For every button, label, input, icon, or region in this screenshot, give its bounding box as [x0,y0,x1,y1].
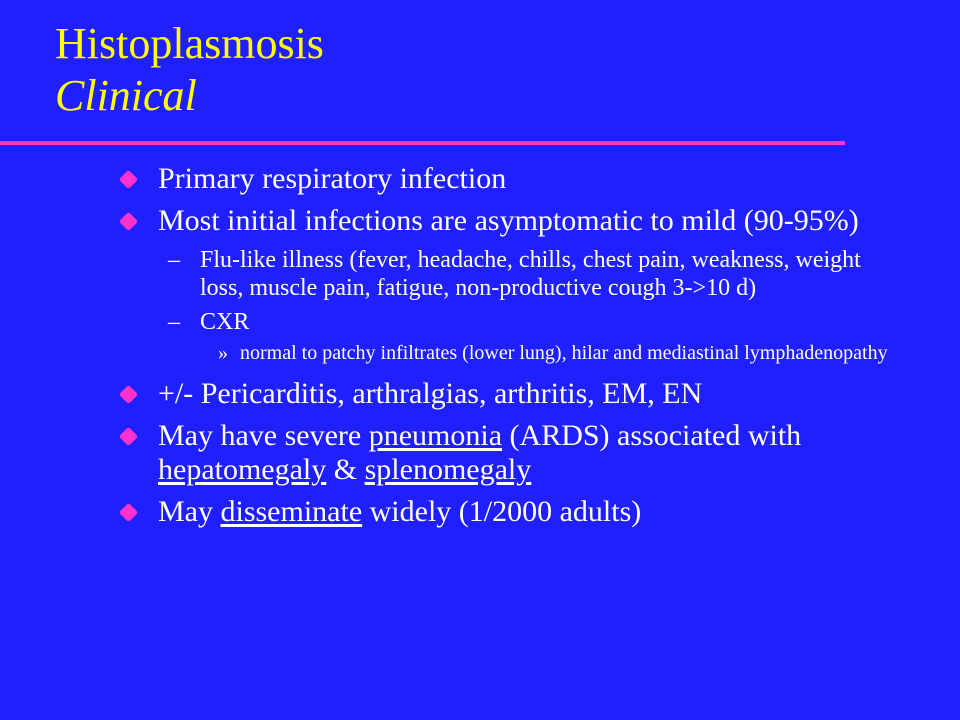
bullet-list [120,162,910,537]
bullet-disseminate [120,495,910,529]
bullet-text: Most initial infections are asymptomatic to mild (90-95%) [158,204,859,237]
subbullet-text: Flu-like illness (fever, headache, chills, chest pain, weakness, weight loss, muscle pain, fatigue, non-productive cough 3->10 d) [200,247,861,301]
subbullet-cxr [120,308,910,336]
link-hepatomegaly[interactable]: hepatomegaly [158,453,327,486]
raquo-marker: » [218,342,228,364]
title-divider [0,141,845,145]
bullet-text: May [158,495,221,528]
bullet-text: Primary respiratory infection [158,162,507,195]
bullet-text: May have severe [158,419,369,452]
diamond-bullet-icon [119,503,138,522]
bullet-primary-infection [120,162,910,196]
link-disseminate[interactable]: disseminate [220,495,363,528]
link-splenomegaly[interactable]: splenomegaly [364,453,532,486]
dash-marker: – [168,309,180,335]
title-main: Histoplasmosis [55,19,324,68]
title-subtitle: Clinical [55,71,197,120]
diamond-bullet-icon [119,427,138,446]
slide-title [55,18,324,122]
bullet-pericarditis [120,377,910,411]
subsubbullet-cxr-findings [120,342,910,365]
subbullet-text: CXR [200,309,250,335]
diamond-bullet-icon [119,385,138,404]
link-pneumonia[interactable]: pneumonia [368,419,503,452]
bullet-asymptomatic [120,204,910,238]
dash-marker: – [168,247,180,273]
bullet-severe-pneumonia [120,419,910,487]
subsubbullet-text: normal to patchy infiltrates (lower lung), hilar and mediastinal lymphadenopathy [240,342,888,364]
bullet-text: & [326,453,365,486]
bullet-text: (ARDS) associated with [502,419,802,452]
bullet-text: +/- Pericarditis, arthralgias, arthritis, EM, EN [158,377,703,410]
bullet-text: widely (1/2000 adults) [362,495,642,528]
diamond-bullet-icon [119,212,138,231]
diamond-bullet-icon [119,170,138,189]
subbullet-flu-like [120,246,910,302]
